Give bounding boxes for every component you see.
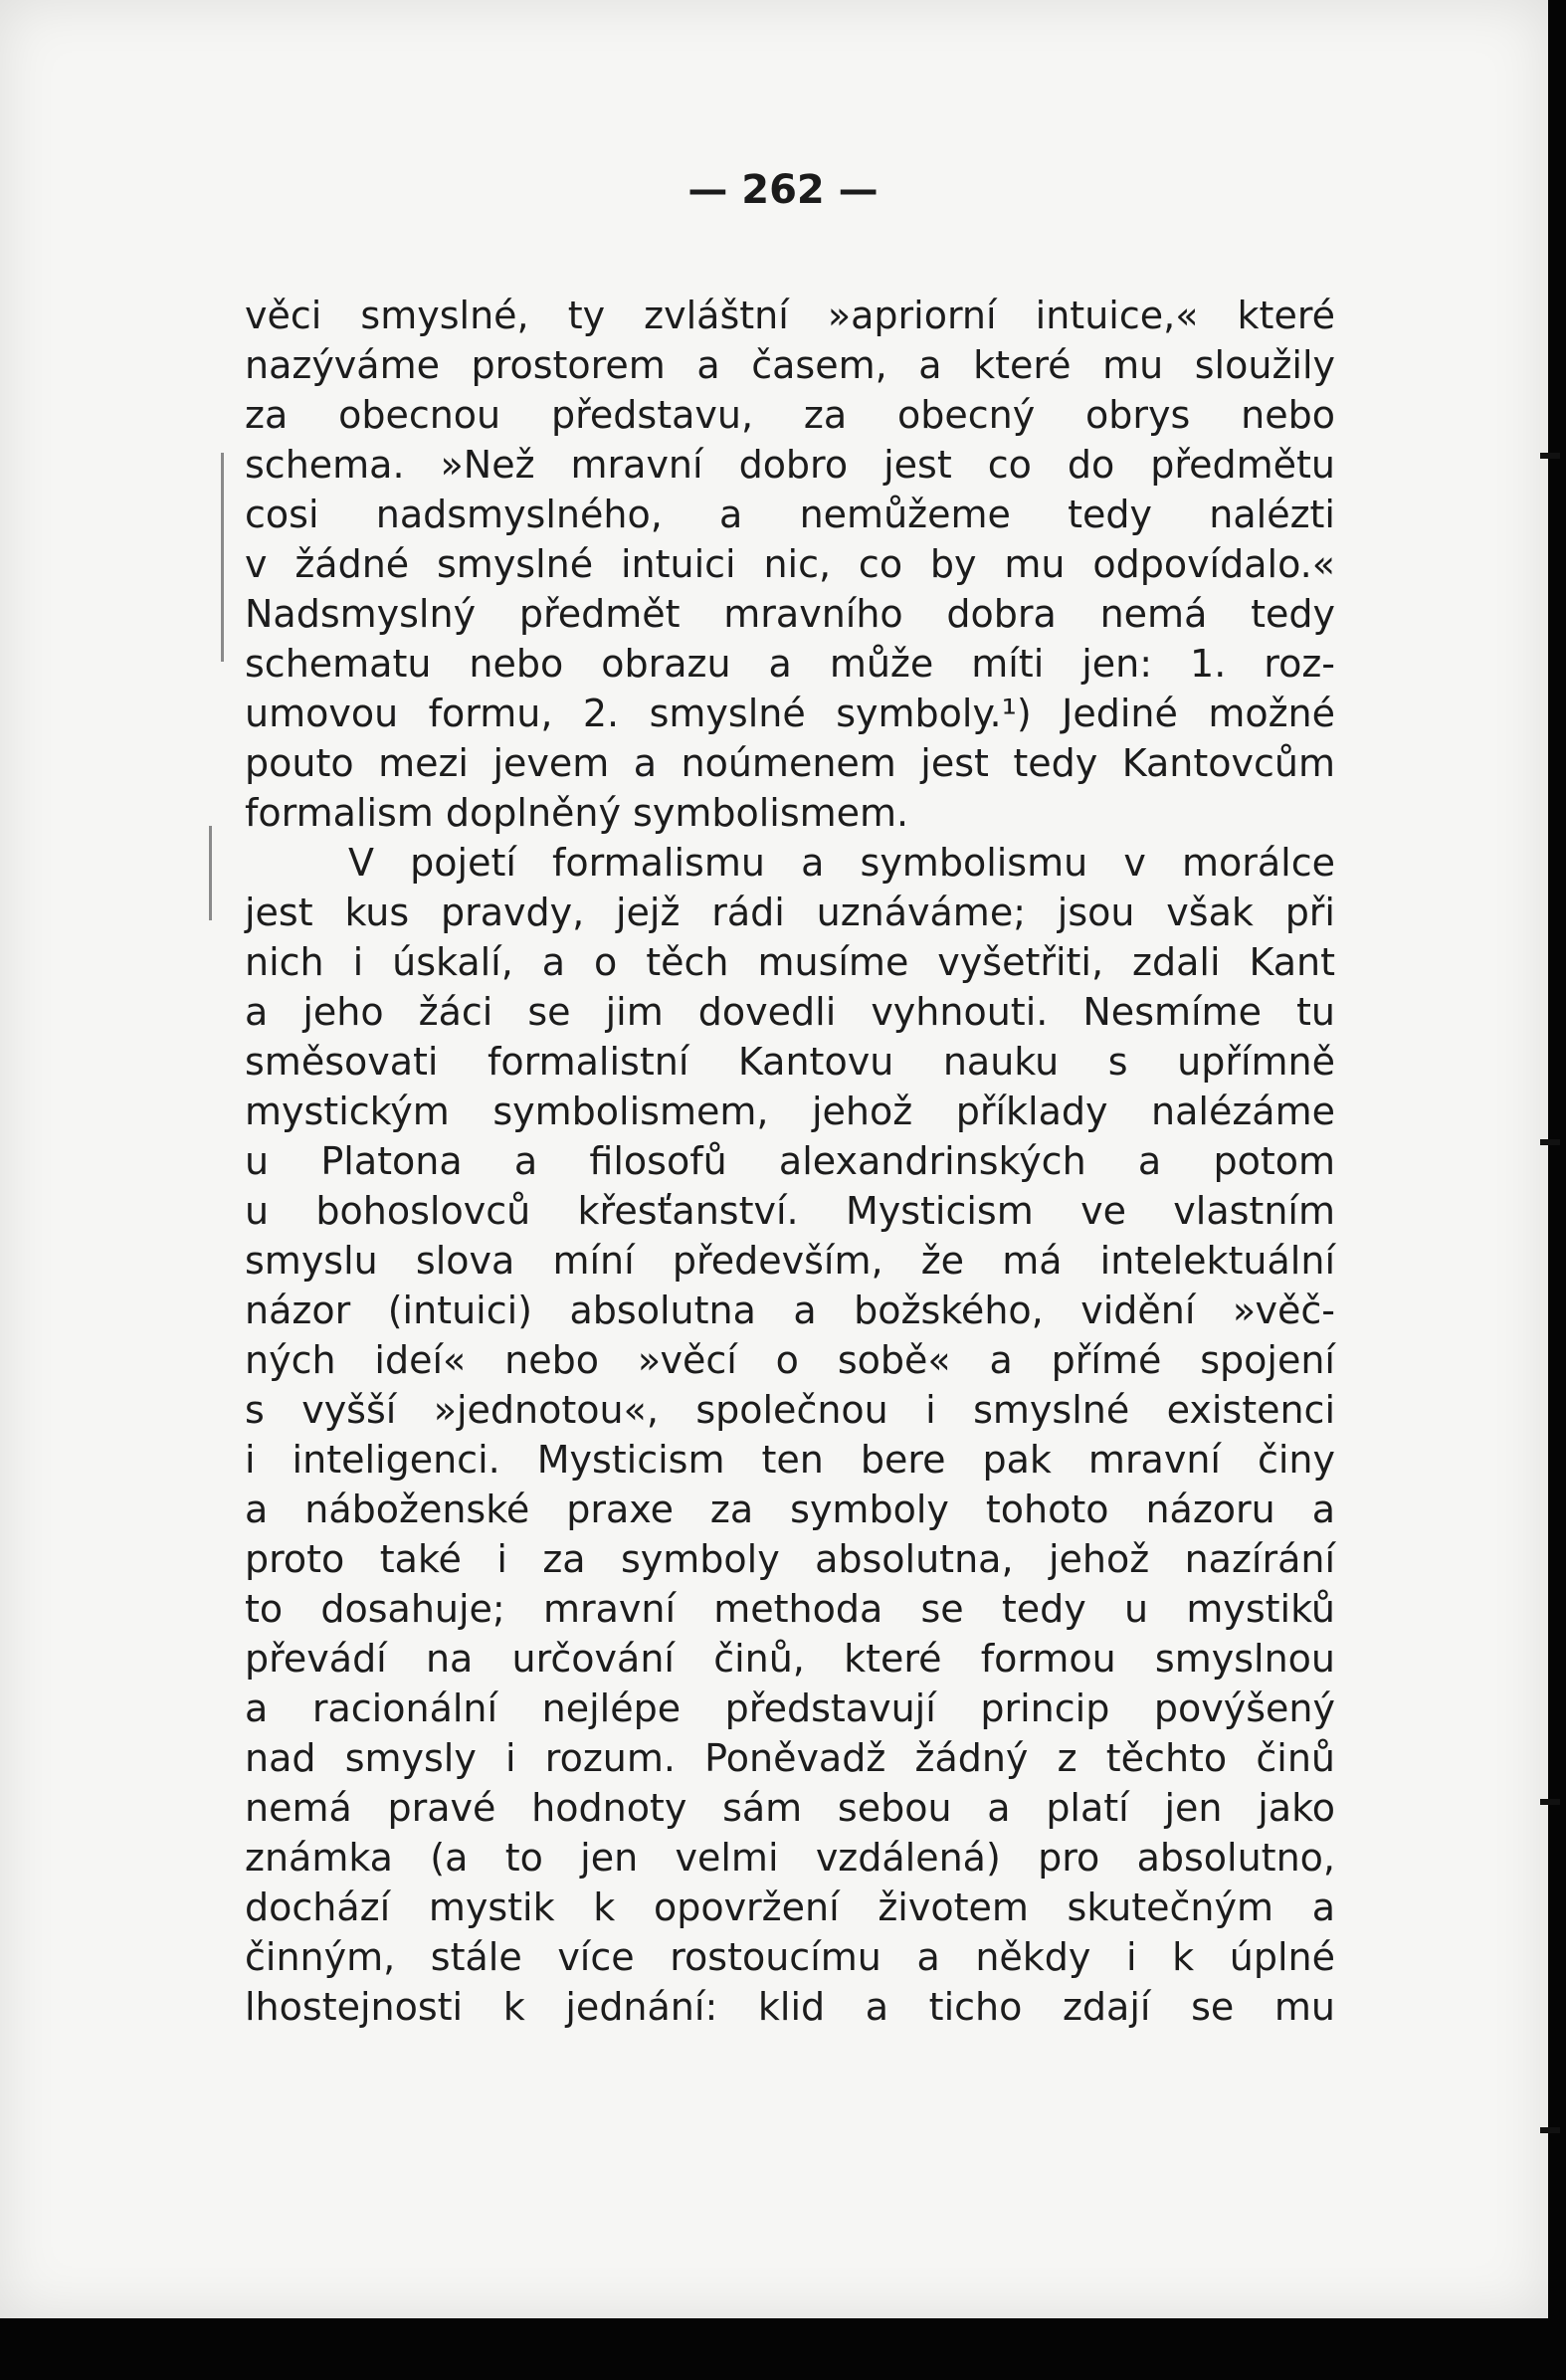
text-line: smyslu slova míní především, že má intelektuální xyxy=(245,1239,1335,1283)
text-line: jest kus pravdy, jejž rádi uznáváme; jsou však při xyxy=(245,891,1335,934)
scan-edge-right xyxy=(1548,0,1566,2380)
text-line: Nadsmyslný předmět mravního dobra nemá tedy xyxy=(245,592,1335,636)
scan-edge-bottom xyxy=(0,2318,1566,2380)
scan-edge-mark xyxy=(1540,1139,1560,1145)
text-line: mystickým symbolismem, jehož příklady nalézáme xyxy=(245,1090,1335,1133)
text-line: schematu nebo obrazu a může míti jen: 1. roz- xyxy=(245,642,1335,686)
text-line: nad smysly i rozum. Poněvadž žádný z těchto činů xyxy=(245,1736,1335,1780)
text-line: u Platona a filosofů alexandrinských a potom xyxy=(245,1139,1335,1183)
text-line: proto také i za symboly absolutna, jehož nazírání xyxy=(245,1537,1335,1581)
text-line: činným, stále více rostoucímu a někdy i k úplné xyxy=(245,1935,1335,1979)
text-line: za obecnou představu, za obecný obrys nebo xyxy=(245,393,1335,437)
text-line: směsovati formalistní Kantovu nauku s upřímně xyxy=(245,1040,1335,1084)
text-line: ných ideí« nebo »věcí o sobě« a přímé spojení xyxy=(245,1338,1335,1382)
text-line: pouto mezi jevem a noúmenem jest tedy Kantovcům xyxy=(245,741,1335,785)
text-line: převádí na určování činů, které formou smyslnou xyxy=(245,1637,1335,1681)
text-line: V pojetí formalismu a symbolismu v morálce xyxy=(348,841,1335,885)
text-line: a racionální nejlépe představují princip povýšený xyxy=(245,1686,1335,1730)
text-line: lhostejnosti k jednání: klid a ticho zdají se mu xyxy=(245,1985,1335,2029)
scan-edge-mark xyxy=(1540,1799,1560,1805)
text-line: formalism doplněný symbolismem. xyxy=(245,791,909,835)
margin-scratch xyxy=(221,453,224,662)
body-text xyxy=(245,291,1335,2032)
text-line: umovou formu, 2. smyslné symboly.¹) Jediné možné xyxy=(245,692,1335,735)
text-line: schema. »Než mravní dobro jest co do předmětu xyxy=(245,443,1335,487)
text-line: názor (intuici) absolutna a božského, vidění »věč- xyxy=(245,1289,1335,1332)
text-line: a náboženské praxe za symboly tohoto názoru a xyxy=(245,1488,1335,1531)
text-line: věci smyslné, ty zvláštní »apriorní intuice,« které xyxy=(245,294,1335,337)
paragraph xyxy=(245,838,1335,2032)
text-line: dochází mystik k opovržení životem skutečným a xyxy=(245,1885,1335,1929)
text-line: to dosahuje; mravní methoda se tedy u mystiků xyxy=(245,1587,1335,1631)
text-line: s vyšší »jednotou«, společnou i smyslné existenci xyxy=(245,1388,1335,1432)
text-line: nemá pravé hodnoty sám sebou a platí jen jako xyxy=(245,1786,1335,1830)
text-line: nazýváme prostorem a časem, a které mu sloužily xyxy=(245,343,1335,387)
page-number: — 262 — xyxy=(687,167,879,213)
text-line: i inteligenci. Mysticism ten bere pak mravní činy xyxy=(245,1438,1335,1482)
text-line: známka (a to jen velmi vzdálená) pro absolutno, xyxy=(245,1836,1335,1880)
scan-edge-mark xyxy=(1540,453,1560,459)
text-line: cosi nadsmyslného, a nemůžeme tedy nalézti xyxy=(245,493,1335,536)
paragraph xyxy=(245,291,1335,838)
text-line: a jeho žáci se jim dovedli vyhnouti. Nesmíme tu xyxy=(245,990,1335,1034)
text-line: v žádné smyslné intuici nic, co by mu odpovídalo.« xyxy=(245,542,1335,586)
text-line: u bohoslovců křesťanství. Mysticism ve vlastním xyxy=(245,1189,1335,1233)
text-line: nich i úskalí, a o těch musíme vyšetřiti, zdali Kant xyxy=(245,940,1335,984)
scan-edge-mark xyxy=(1540,2127,1560,2133)
margin-scratch xyxy=(209,826,212,920)
